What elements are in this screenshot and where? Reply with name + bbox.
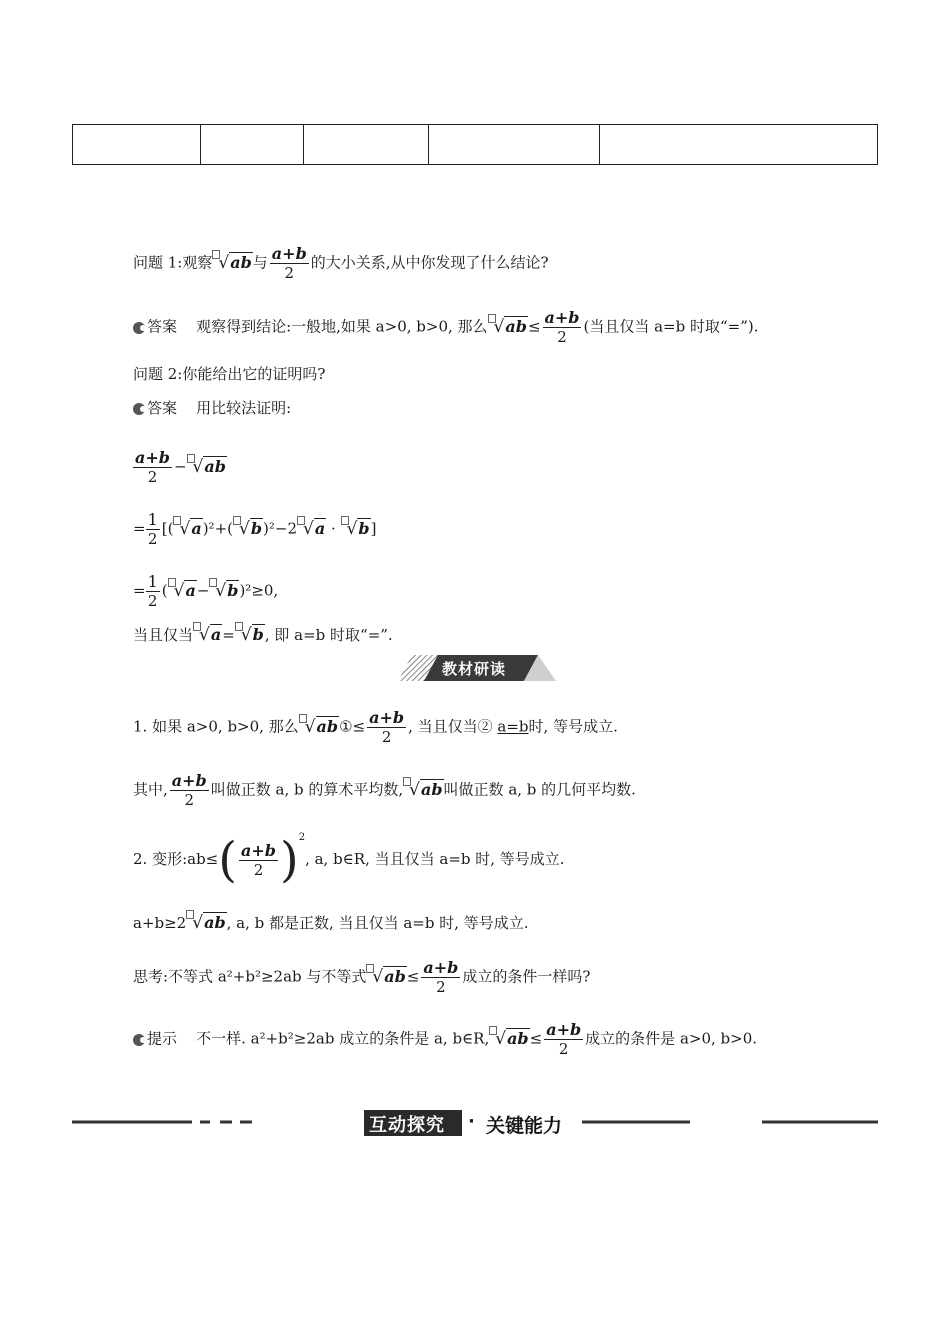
hint: 提示 不一样. a²+b²≥2ab 成立的条件是 a, b∈R, √ab≤ $\frac{a+b}{2}$ 成立的条件是 a>0, b>0. — [133, 1022, 757, 1057]
table-cell — [73, 125, 201, 165]
sqrt-b: √b — [341, 518, 371, 539]
empty-table — [72, 124, 878, 165]
answer-2 — [133, 398, 291, 418]
footer-dot: · — [468, 1111, 475, 1132]
q1-prefix: 问题 1:观察 — [133, 253, 213, 272]
sqrt-ab: √ab — [488, 316, 528, 337]
q1-mid: 与 — [252, 253, 268, 272]
fraction-a-plus-b-over-2: $\frac{a+b}{2}$ — [135, 448, 170, 486]
table-cell — [600, 125, 878, 165]
answer-2-text: 用比较法证明: — [196, 399, 292, 417]
table-cell — [201, 125, 304, 165]
statement-1-definitions: 其中, $\frac{a+b}{2}$ 叫做正数 a, b 的算术平均数, √ab叫做正数 a, b 的几何平均数. — [133, 771, 636, 809]
think-question: 思考:不等式 a²+b²≥2ab 与不等式 √ab≤ $\frac{a+b}{2}$ 成立的条件一样吗? — [133, 958, 591, 996]
section-divider — [72, 1114, 878, 1130]
sqrt-a: √a — [193, 624, 222, 645]
table-cell — [304, 125, 429, 165]
footer-subtitle: 关键能力 — [486, 1115, 563, 1137]
fraction-a-plus-b-over-2: $\frac{a+b}{2}$ — [544, 308, 580, 346]
statement-2: 2. 变形:ab≤( $\frac{a+b}{2}$ )$^2$, a, b∈R, 当且仅当 a=b 时, 等号成立. — [133, 832, 565, 888]
question-1 — [133, 246, 549, 281]
proof-line-3: = $\frac{1}{2}$ ( √a− √b)²≥0, — [133, 572, 279, 610]
sqrt-a: √a — [297, 518, 326, 539]
answer-icon — [133, 403, 145, 415]
sqrt-ab: √ab — [403, 779, 443, 800]
sqrt-ab: √ab — [299, 716, 339, 737]
answer-1: 答案 观察得到结论:一般地,如果 a>0, b>0, 那么 √ab≤ $\frac{a+b}{2}$ (当且仅当 a=b 时取“=”). — [133, 310, 759, 345]
proof-line-2: = $\frac{1}{2}$ [( √a)²+( √b)²−2 √a · √b] — [133, 510, 377, 548]
fraction-a-plus-b-over-2: $\frac{a+b}{2}$ — [369, 708, 405, 746]
answer-label: 答案 — [147, 399, 178, 417]
proof-line-1: $\frac{a+b}{2}$ − √ab — [135, 448, 226, 486]
question-2: 问题 2:你能给出它的证明吗? — [133, 365, 326, 383]
fraction-a-plus-b-over-2: $\frac{a+b}{2}$ — [171, 771, 207, 809]
statement-1: 1. 如果 a>0, b>0, 那么 √ab①≤ $\frac{a+b}{2}$ , 当且仅当② a=b时, 等号成立. — [133, 708, 618, 746]
sqrt-ab: √ab — [186, 912, 226, 933]
answer-1-suffix: (当且仅当 a=b 时取“=”). — [583, 317, 759, 336]
footer-title: 互动探究 — [369, 1115, 445, 1136]
sqrt-b: √b — [235, 624, 265, 645]
proof-line-4: 当且仅当 √a= √b, 即 a=b 时取“=”. — [133, 624, 393, 645]
fraction-a-plus-b-over-2: $\frac{a+b}{2}$ — [240, 840, 276, 879]
table-cell — [429, 125, 600, 165]
blank-answer: a=b — [497, 717, 529, 736]
answer-icon — [133, 322, 145, 334]
q1-suffix: 的大小关系,从中你发现了什么结论? — [310, 253, 549, 272]
sqrt-ab: √ab — [366, 966, 406, 987]
sqrt-a: √a — [173, 518, 202, 539]
fraction-1-over-2: $\frac{1}{2}$ — [147, 510, 158, 548]
sqrt-ab: √ab — [212, 252, 252, 273]
fraction-a-plus-b-over-2: $\frac{a+b}{2}$ — [271, 244, 307, 282]
hint-icon — [133, 1034, 145, 1046]
sqrt-ab: √ab — [489, 1028, 529, 1049]
hint-label: 提示 — [147, 1029, 178, 1048]
sqrt-b: √b — [209, 580, 239, 601]
sqrt-b: √b — [233, 518, 263, 539]
answer-label: 答案 — [147, 317, 178, 336]
answer-1-text: 观察得到结论:一般地,如果 a>0, b>0, 那么 — [196, 317, 488, 336]
fraction-a-plus-b-over-2: $\frac{a+b}{2}$ — [546, 1020, 582, 1058]
statement-2b: a+b≥2 √ab, a, b 都是正数, 当且仅当 a=b 时, 等号成立. — [133, 912, 529, 933]
sqrt-ab: √ab — [187, 456, 227, 477]
sqrt-a: √a — [168, 580, 197, 601]
banner-title: 教材研读 — [442, 660, 507, 678]
fraction-1-over-2: $\frac{1}{2}$ — [147, 572, 158, 610]
fraction-a-plus-b-over-2: $\frac{a+b}{2}$ — [423, 958, 459, 996]
